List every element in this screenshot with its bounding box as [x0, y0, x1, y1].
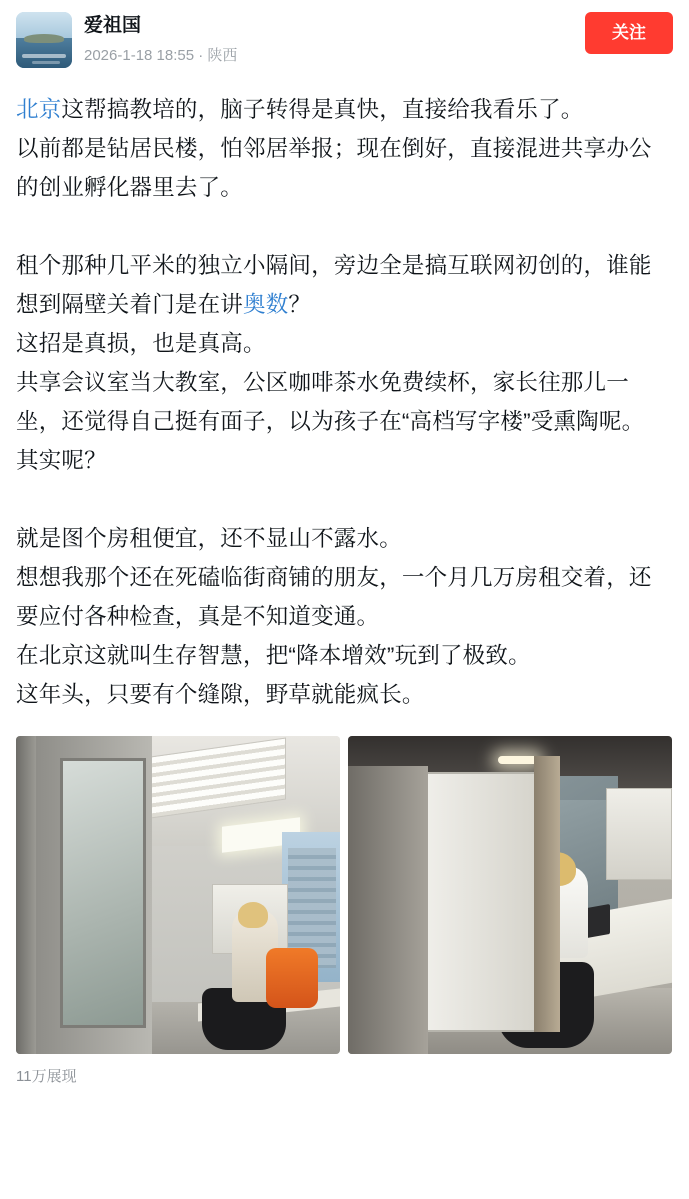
paragraph-3-b: ？ — [288, 292, 312, 317]
paragraph-6: 其实呢？ — [16, 448, 107, 473]
paragraph-4: 这招是真损，也是真高。 — [16, 331, 266, 356]
paragraph-spacer-2 — [16, 480, 673, 519]
paragraph-7: 就是图个房租便宜，还不显山不露水。 — [16, 526, 402, 551]
paragraph-spacer-1 — [16, 207, 673, 246]
view-count: 11万展现 — [16, 1068, 77, 1085]
avatar-wave-secondary — [32, 61, 60, 64]
paragraph-5: 共享会议室当大教室，公区咖啡茶水免费续杯，家长往那儿一坐，还觉得自己挺有面子，以为孩子在“高档写字楼”受熏陶呢。 — [16, 370, 645, 434]
paragraph-2: 以前都是钻居民楼，怕邻居举报；现在倒好，直接混进共享办公的创业孵化器里去了。 — [16, 136, 652, 200]
photo2-left-wall — [348, 766, 428, 1054]
photo2-door — [426, 772, 536, 1032]
post-header — [16, 10, 673, 68]
photo2-shelf — [606, 788, 672, 880]
author-name[interactable]: 爱祖国 — [84, 15, 142, 36]
paragraph-9: 在北京这就叫生存智慧，把“降本增效”玩到了极致。 — [16, 643, 531, 668]
paragraph-1 — [16, 90, 673, 129]
paragraph-8: 想想我那个还在死磕临街商铺的朋友，一个月几万房租交着，还要应付各种检查，真是不知道变通。 — [16, 565, 652, 629]
avatar-island — [24, 34, 64, 43]
photo2-door-jamb — [534, 756, 560, 1032]
photo2-spotlight — [498, 756, 538, 764]
author-block — [84, 12, 585, 67]
photo1-left-wall — [16, 736, 36, 1054]
post-body — [16, 90, 673, 714]
post-meta: 2026-1-18 18:55 · 陕西 — [84, 47, 238, 64]
paragraph-10: 这年头，只要有个缝隙，野草就能疯长。 — [16, 682, 425, 707]
follow-button[interactable]: 关注 — [585, 12, 673, 54]
photo1-glass-door — [60, 758, 146, 1028]
photo1-person-hair — [238, 902, 268, 928]
paragraph-3-a: 租个那种几平米的独立小隔间，旁边全是搞互联网初创的，谁能想到隔壁关着门是在讲 — [16, 253, 652, 317]
post-image-2[interactable] — [348, 736, 672, 1054]
avatar-wave — [22, 54, 66, 58]
paragraph-1-rest: 这帮搞教培的，脑子转得是真快，直接给我看乐了。 — [61, 97, 584, 122]
post-images — [16, 736, 673, 1054]
avatar[interactable] — [16, 12, 72, 68]
post-image-1[interactable] — [16, 736, 340, 1054]
topic-link-beijing[interactable]: 北京 — [16, 97, 62, 122]
paragraph-3 — [16, 246, 673, 324]
photo1-orange-bag — [266, 948, 318, 1008]
topic-link-aoshu[interactable]: 奥数 — [243, 292, 289, 317]
